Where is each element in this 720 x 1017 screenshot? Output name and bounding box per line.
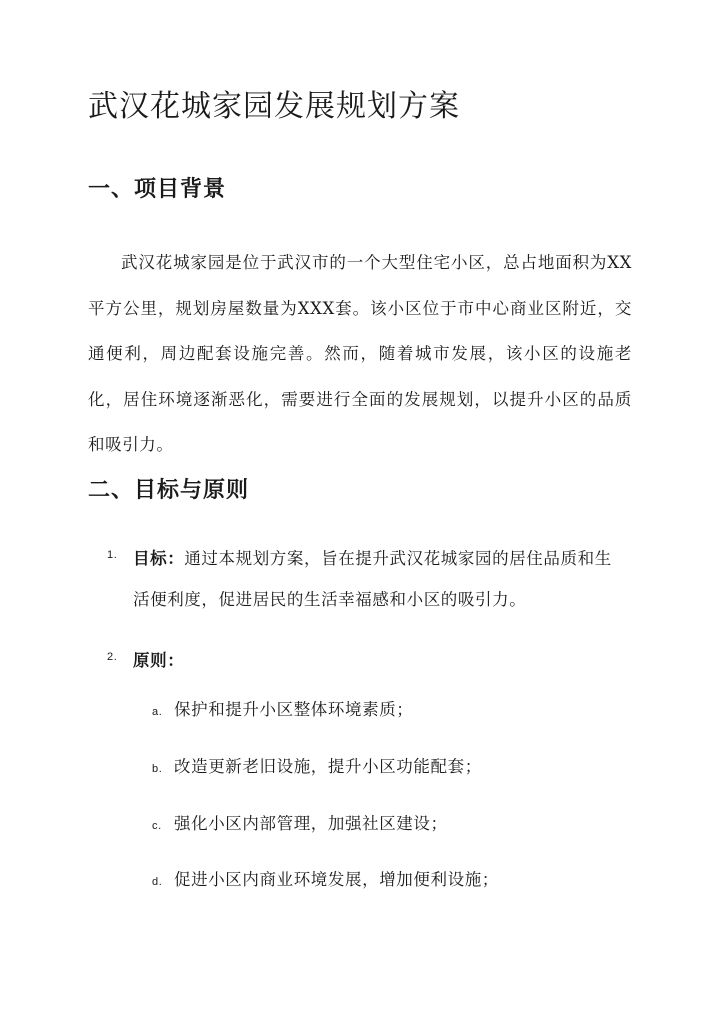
list-item-body — [133, 538, 627, 620]
list-item-body — [133, 640, 627, 681]
sub-list-text: 保护和提升小区整体环境素质； — [174, 700, 414, 719]
sub-list-marker: a. — [152, 706, 163, 718]
sub-list-text: 强化小区内部管理，加强社区建设； — [174, 814, 448, 833]
background-paragraph: 武汉花城家园是位于武汉市的一个大型住宅小区，总占地面积为XX平方公里，规划房屋数量为XXX套。该小区位于市中心商业区附近，交通便利，周边配套设施完善。然而，随着城市发展，该小区的设施老化，居住环境逐渐恶化，需要进行全面的发展规划，以提升小区的品质和吸引力。 — [88, 253, 632, 454]
sub-list-marker: b. — [152, 763, 163, 775]
list-item-text: 通过本规划方案，旨在提升武汉花城家园的居住品质和生活便利度，促进居民的生活幸福感和小区的吸引力。 — [133, 549, 612, 609]
list-item-goal — [107, 538, 627, 620]
sub-list-item — [152, 697, 413, 723]
sub-list-marker: d. — [152, 876, 163, 888]
sub-list-text: 促进小区内商业环境发展，增加便利设施； — [174, 870, 499, 889]
sub-list-item — [152, 867, 499, 893]
sub-list-marker: c. — [152, 820, 162, 832]
list-item-label: 原则： — [133, 651, 185, 670]
list-number: 1. — [107, 549, 118, 561]
sub-list-item — [152, 754, 482, 780]
sub-list-item — [152, 811, 448, 837]
list-item-principles — [107, 640, 627, 681]
section-heading-goals-principles: 二、目标与原则 — [88, 477, 250, 503]
sub-list-text: 改造更新老旧设施，提升小区功能配套； — [174, 757, 482, 776]
list-item-label: 目标： — [133, 549, 185, 568]
section-heading-background: 一、项目背景 — [88, 176, 227, 202]
document-title: 武汉花城家园发展规划方案 — [88, 89, 460, 124]
list-number: 2. — [107, 651, 118, 663]
